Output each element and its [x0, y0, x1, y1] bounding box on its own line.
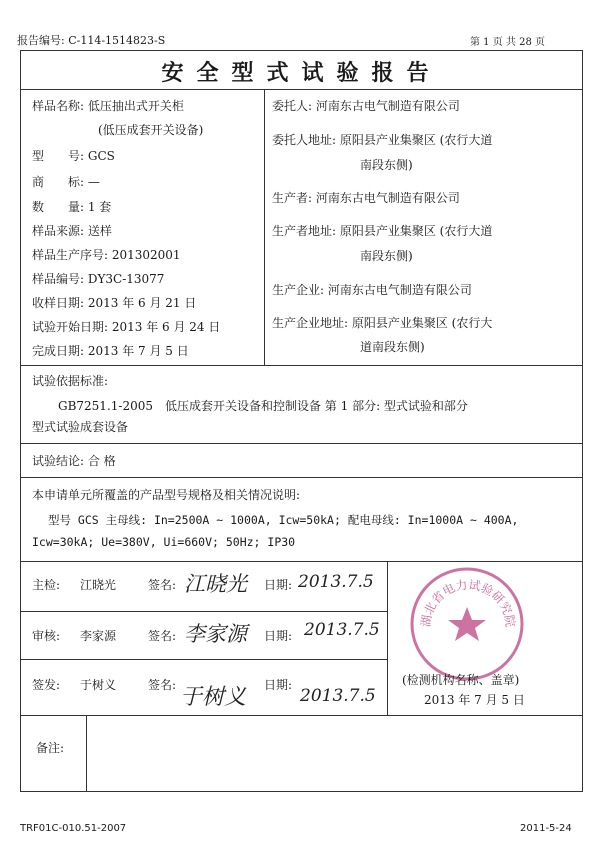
page-title: 安全型式试验报告	[161, 60, 442, 86]
footer-form-code: TRF01C-010.51-2007	[20, 823, 127, 834]
chief-sign-label: 签名:	[148, 578, 177, 592]
sample-number: 样品编号: DY3C-13077	[32, 272, 165, 286]
approver-label: 签发:	[32, 678, 61, 692]
reviewer-label: 审核:	[32, 629, 61, 643]
divider	[20, 561, 583, 562]
test-start-date: 试验开始日期: 2013 年 6 月 24 日	[32, 320, 221, 334]
approver-signature: 于树义	[180, 685, 247, 710]
divider	[387, 561, 388, 715]
divider	[20, 443, 583, 444]
stamp-date: 2013 年 7 月 5 日	[424, 693, 525, 707]
divider	[20, 89, 583, 90]
reviewer-date-handwritten: 2013.7.5	[304, 620, 380, 640]
chief-signature: 江晓光	[184, 572, 247, 596]
seal-text: 湖北省电力试验研究院	[418, 577, 518, 628]
stamp-caption: (检测机构名称、盖章)	[402, 673, 520, 687]
remarks-label: 备注:	[36, 741, 65, 755]
client-address-cont: 南段东侧)	[360, 158, 413, 172]
divider	[20, 611, 388, 612]
coverage-label: 本申请单元所覆盖的产品型号规格及相关情况说明:	[32, 488, 301, 502]
official-seal	[408, 565, 526, 683]
basis-standard-cont: 型式试验成套设备	[32, 420, 129, 434]
reviewer-signature: 李家源	[184, 622, 247, 646]
producer: 生产者: 河南东古电气制造有限公司	[272, 191, 460, 205]
enterprise-address: 生产企业地址: 原阳县产业集聚区 (农行大	[272, 316, 493, 330]
divider	[86, 715, 87, 791]
divider	[20, 659, 388, 660]
client-address: 委托人地址: 原阳县产业集聚区 (农行大道	[272, 133, 493, 147]
basis-standard: GB7251.1-2005 低压成套开关设备和控制设备 第 1 部分: 型式试验和部分	[58, 399, 468, 413]
coverage-spec-cont: Icw=30kA; Ue=380V, Ui=660V; 50Hz; IP30	[32, 535, 296, 549]
report-number: 报告编号: C-114-1514823-S	[17, 34, 166, 47]
chief-date-handwritten: 2013.7.5	[298, 572, 374, 592]
divider	[264, 89, 265, 365]
received-date: 收样日期: 2013 年 6 月 21 日	[32, 296, 197, 310]
producer-address: 生产者地址: 原阳县产业集聚区 (农行大道	[272, 224, 493, 238]
chief-name: 江晓光	[80, 578, 117, 592]
basis-label: 试验依据标准:	[32, 374, 109, 388]
reviewer-name: 李家源	[80, 629, 117, 643]
quantity: 数 量: 1 套	[32, 200, 112, 214]
sample-source: 样品来源: 送样	[32, 224, 112, 238]
approver-date-label: 日期:	[264, 678, 293, 692]
conclusion: 试验结论: 合 格	[32, 454, 116, 468]
trademark: 商 标: —	[32, 175, 100, 189]
chief-date-label: 日期:	[264, 578, 293, 592]
page-info: 第 1 页 共 28 页	[470, 37, 545, 48]
enterprise-address-cont: 道南段东侧)	[360, 340, 425, 354]
divider	[20, 477, 583, 478]
reviewer-date-label: 日期:	[264, 629, 293, 643]
approver-date-handwritten: 2013.7.5	[300, 686, 376, 706]
production-serial: 样品生产序号: 201302001	[32, 248, 181, 262]
completed-date: 完成日期: 2013 年 7 月 5 日	[32, 344, 189, 358]
model: 型 号: GCS	[32, 149, 115, 163]
footer-date: 2011-5-24	[520, 823, 572, 834]
sample-name-sub: (低压成套开关设备)	[98, 123, 204, 137]
approver-name: 于树义	[80, 678, 117, 692]
producer-address-cont: 南段东侧)	[360, 249, 413, 263]
coverage-spec: 型号 GCS 主母线: In=2500A ~ 1000A, Icw=50kA; 配电母线: In=1000A ~ 400A,	[48, 513, 519, 527]
chief-label: 主检:	[32, 578, 61, 592]
enterprise: 生产企业: 河南东古电气制造有限公司	[272, 283, 472, 297]
sample-name: 样品名称: 低压抽出式开关柜	[32, 99, 184, 113]
approver-sign-label: 签名:	[148, 678, 177, 692]
reviewer-sign-label: 签名:	[148, 629, 177, 643]
divider	[20, 365, 583, 366]
client: 委托人: 河南东古电气制造有限公司	[272, 99, 460, 113]
divider	[20, 715, 583, 716]
